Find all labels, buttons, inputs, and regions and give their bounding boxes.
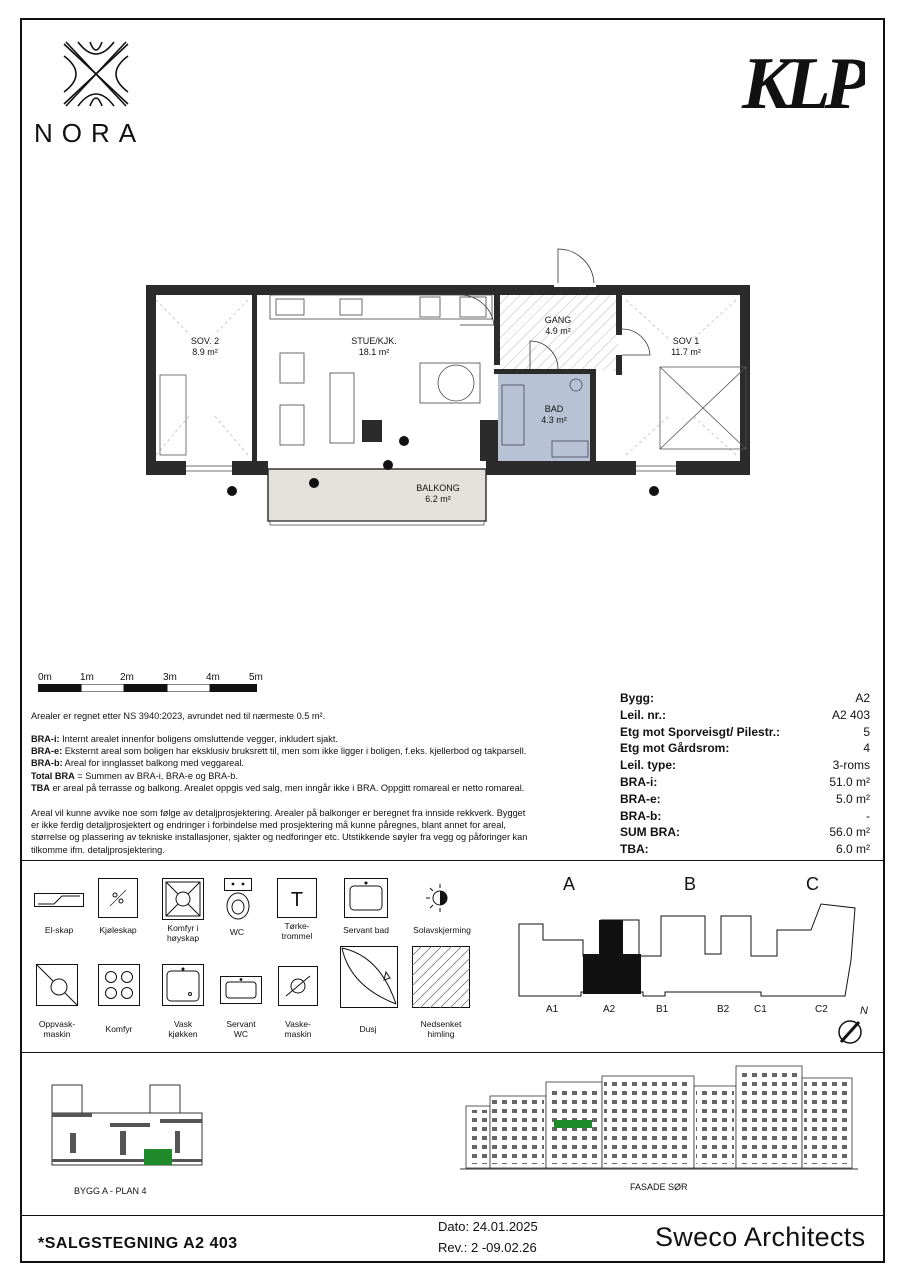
spec-row: BRA-b: -: [620, 808, 870, 823]
legend-label: Servant bad: [343, 925, 389, 935]
room-label-gang: GANG 4.9 m²: [544, 315, 572, 336]
legend-label: Komfyr i høyskap: [166, 923, 200, 943]
torketrommel-icon: [277, 878, 317, 918]
definition-row: BRA-i: Internt arealet innenfor boligens omsluttende vegger, inkludert sjakt.: [31, 734, 338, 744]
key-plan: [515, 900, 860, 1000]
legend-label: Komfyr: [105, 1024, 133, 1034]
scale-label: 3m: [163, 672, 177, 683]
definition-row: BRA-e: Eksternt areal som boligen har eksklusiv bruksrett til, men som ikke ligger i boligen, f.eks. kjellerbod og takparsell.: [31, 746, 527, 757]
block-label-c: C: [806, 874, 819, 894]
block-code: C1: [754, 1004, 767, 1015]
oppvaskmaskin-icon: [36, 964, 78, 1006]
facade-thumbnail: [460, 1062, 860, 1172]
room-label-balkong: BALKONG 6.2 m²: [416, 483, 460, 504]
komfyr-hoyskap-icon: [162, 878, 204, 920]
kjoleskap-icon: [98, 878, 138, 918]
svg-text:T: T: [290, 889, 304, 911]
block-code: C2: [815, 1004, 828, 1015]
divider: [20, 1052, 885, 1053]
room-label-stue: STUE/KJK. 18.1 m²: [351, 336, 397, 357]
legend-label: Tørke- trommel: [281, 921, 313, 941]
architect-name: Sweco Architects: [655, 1222, 866, 1252]
block-code: B2: [717, 1004, 730, 1015]
svg-text:N: N: [860, 1005, 868, 1017]
plan-thumbnail-caption: BYGG A - PLAN 4: [74, 1186, 147, 1196]
spec-row: Leil. type: 3-roms: [620, 758, 870, 773]
legend-label: Vaske- maskin: [284, 1019, 312, 1039]
apartment-specs: [620, 690, 870, 858]
scale-label: 5m: [249, 672, 263, 683]
svg-text:KLP: KLP: [742, 43, 864, 116]
legend-label: Nedsenket himling: [420, 1019, 462, 1039]
nora-logo-mark: [60, 38, 132, 110]
scale-bar: [38, 684, 258, 692]
drawing-revision: Rev.: 2 -09.02.26: [438, 1240, 537, 1255]
divider: [20, 860, 885, 861]
room-label-sov2: SOV. 2 8.9 m²: [190, 336, 220, 357]
spec-row: BRA-i: 51.0 m²: [620, 774, 870, 789]
facade-thumbnail-caption: FASADE SØR: [630, 1182, 688, 1192]
legend-label: Dusj: [359, 1024, 377, 1034]
legend-label: WC: [229, 927, 245, 937]
north-arrow-icon: [836, 1002, 872, 1048]
legend-label: El-skap: [44, 925, 74, 935]
scale-label: 2m: [120, 672, 134, 683]
solavskjerming-icon: [426, 884, 454, 912]
scale-label: 0m: [38, 672, 52, 683]
definition-row: BRA-b: Areal for innglasset balkong med veggareal.: [31, 758, 244, 769]
wc-icon: [224, 878, 252, 920]
divider: [20, 1215, 885, 1216]
vaskemaskin-icon: [278, 966, 318, 1006]
spec-row: Etg mot Sporveisgt/ Pilestr.: 5: [620, 724, 870, 739]
legend-label: Servant WC: [226, 1019, 256, 1039]
servant-wc-icon: [220, 976, 262, 1004]
block-label-a: A: [563, 874, 576, 894]
block-label-b: B: [684, 874, 697, 894]
nedsenket-himling-icon: [412, 946, 470, 1008]
spec-row: TBA: 6.0 m²: [620, 842, 870, 857]
dusj-icon: [340, 946, 398, 1008]
nora-wordmark: NORA: [34, 118, 146, 148]
legend-label: Vask kjøkken: [168, 1019, 198, 1039]
servant-bad-icon: [344, 878, 388, 918]
legend-label: Oppvask- maskin: [38, 1019, 76, 1039]
spec-row: Etg mot Gårdsrom: 4: [620, 741, 870, 756]
room-label-bad: BAD 4.3 m²: [541, 404, 567, 425]
el-skap-icon: [34, 893, 84, 907]
spec-row: BRA-e: 5.0 m²: [620, 791, 870, 806]
definition-row: Total BRA = Summen av BRA-i, BRA-e og BRA-b.: [31, 770, 238, 781]
block-code: A1: [546, 1004, 559, 1015]
komfyr-icon: [98, 964, 140, 1006]
vask-kjokken-icon: [162, 964, 204, 1006]
scale-label: 1m: [80, 672, 94, 683]
area-definitions: [31, 733, 596, 794]
drawing-title: *SALGSTEGNING A2 403: [38, 1235, 238, 1252]
room-label-sov1: SOV 1 11.7 m²: [671, 336, 701, 357]
spec-row: Bygg: A2: [620, 691, 870, 705]
disclaimer: Areal vil kunne avvike noe som følge av detaljprosjektering. Arealer på balkonger er beregnet fra innside rekkverk. Bygget er ikke ferdig detaljprosjektert og endringer i forbindelse med prosjektering må kunne påregnes, blant annet for areal, størrelse og plassering av tekniske installasjoner, sjakter og nedforinger etc. Utstikkende søyler fra vegg og påforinger kan tilkomme ifm. detaljprosjektering.: [31, 808, 528, 855]
legend-label: Kjøleskap: [99, 925, 137, 935]
area-intro: Arealer er regnet etter NS 3940:2023, avrundet ned til nærmeste 0.5 m².: [31, 711, 326, 721]
block-code: B1: [656, 1004, 669, 1015]
drawing-date: Dato: 24.01.2025: [438, 1219, 538, 1234]
spec-row: Leil. nr.: A2 403: [620, 707, 870, 722]
klp-logo: [740, 38, 865, 116]
definition-row: TBA er areal på terrasse og balkong. Arealet oppgis ved salg, men inngår ikke i BRA. Oppgitt romareal er netto romareal.: [31, 782, 525, 793]
scale-label: 4m: [206, 672, 220, 683]
block-code: A2: [603, 1004, 616, 1015]
building-plan-thumbnail: [50, 1083, 210, 1168]
legend-label: Solavskjerming: [413, 925, 471, 935]
spec-row: SUM BRA: 56.0 m²: [620, 825, 870, 840]
